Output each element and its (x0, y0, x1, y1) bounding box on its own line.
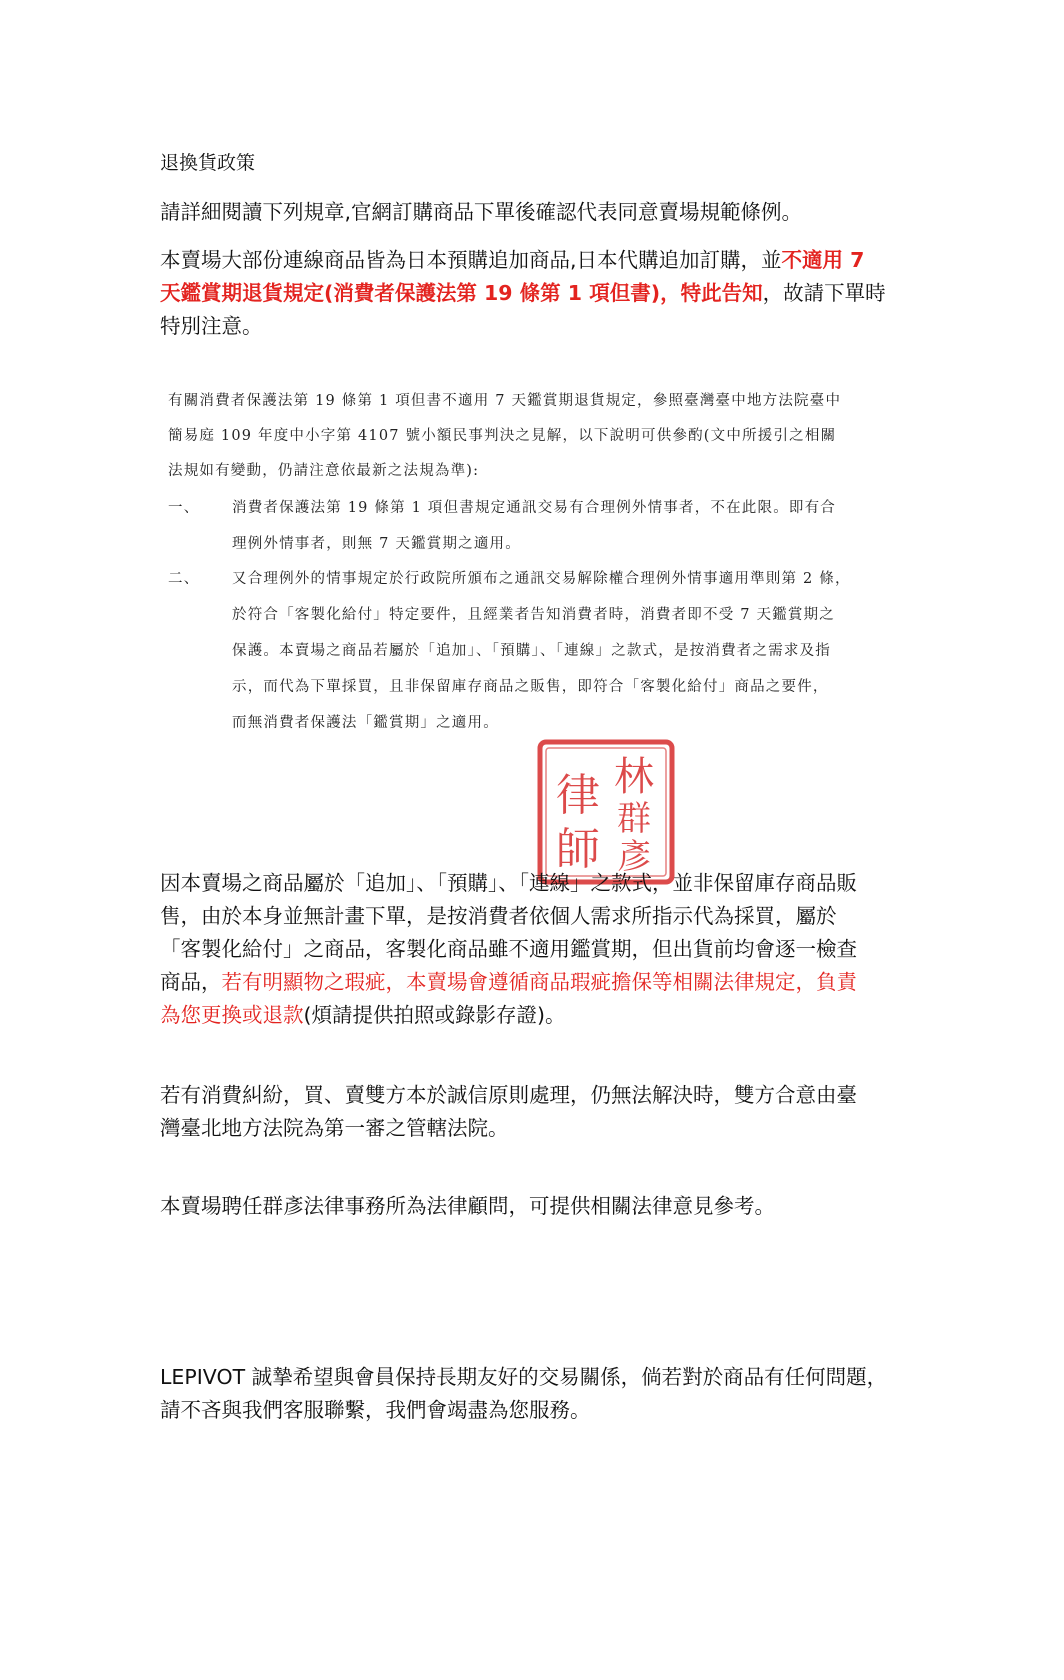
custom-order-line: 因本賣場之商品屬於「追加」、「預購」、「連線」之款式，並非保留庫存商品販 (160, 871, 857, 895)
notice-line-1-red: 不適用 7 (781, 248, 865, 272)
defect-warranty-red-text: 若有明顯物之瑕疵，本賣場會遵循商品瑕疵擔保等相關法律規定，負責 (221, 970, 857, 994)
legal-explanation-intro (168, 384, 928, 489)
intro-paragraph: 請詳細閱讀下列規章,官網訂購商品下單後確認代表同意賣場規範條例。 (160, 200, 803, 224)
seal-char: 群 (617, 799, 651, 839)
preorder-notice-line-3: 特別注意。 (160, 314, 263, 338)
dispute-paragraph (160, 1079, 900, 1145)
custom-order-paragraph (160, 867, 900, 1032)
legal-item-line: 示，而代為下單採買，且非保留庫存商品之販售，即符合「客製化給付」商品之要件， (232, 679, 829, 695)
legal-item-line: 保護。本賣場之商品若屬於「追加」、「預購」、「連線」之款式，是按消費者之需求及指 (232, 643, 831, 659)
legal-item-line: 消費者保護法第 19 條第 1 項但書規定通訊交易有合理例外情事者，不在此限。即有合 (232, 500, 837, 516)
notice-line-2-red: 天鑑賞期退貨規定(消費者保護法第 19 條第 1 項但書)，特此告知 (160, 281, 763, 305)
custom-order-line-4 (160, 966, 900, 999)
custom-order-text: 商品， (160, 970, 222, 994)
preorder-notice-line-1 (160, 244, 900, 277)
custom-order-line: 「客製化給付」之商品，客製化商品雖不適用鑑賞期，但出貨前均會逐一檢查 (160, 937, 857, 961)
seal-char: 律 (556, 770, 600, 821)
legal-item-line: 又合理例外的情事規定於行政院所頒布之通訊交易解除權合理例外情事適用準則第 2 條， (232, 571, 851, 587)
legal-intro-line: 法規如有變動，仍請注意依最新之法規為準): (168, 463, 480, 479)
dispute-line: 灣臺北地方法院為第一審之管轄法院。 (160, 1116, 509, 1140)
custom-order-line-5 (160, 999, 900, 1032)
custom-order-line: 售，由於本身並無計畫下單，是按消費者依個人需求所指示代為採買，屬於 (160, 904, 837, 928)
legal-item-line: 理例外情事者，則無 7 天鑑賞期之適用。 (232, 536, 521, 552)
legal-advisor-paragraph: 本賣場聘任群彥法律事務所為法律顧問，可提供相關法律意見參考。 (160, 1194, 775, 1218)
notice-line-2-text: ，故請下單時 (762, 281, 886, 305)
legal-item-line: 於符合「客製化給付」特定要件，且經業者告知消費者時，消費者即不受 7 天鑑賞期之 (232, 607, 835, 623)
dispute-line: 若有消費糾紛，買、賣雙方本於誠信原則處理，仍無法解決時，雙方合意由臺 (160, 1083, 857, 1107)
closing-line: 請不吝與我們客服聯繫，我們會竭盡為您服務。 (160, 1398, 591, 1422)
legal-item-number: 二、 (168, 571, 200, 587)
legal-item-line: 而無消費者保護法「鑑賞期」之適用。 (232, 715, 499, 731)
seal-char: 師 (556, 824, 600, 875)
preorder-notice-paragraph (160, 244, 900, 343)
page-title: 退換貨政策 (160, 152, 256, 174)
law-firm-seal-stamp (536, 738, 676, 886)
seal-char: 彥 (617, 837, 651, 877)
legal-intro-line: 有關消費者保護法第 19 條第 1 項但書不適用 7 天鑑賞期退貨規定，參照臺灣臺中地方法院臺中 (168, 393, 842, 409)
notice-line-1-text: 本賣場大部份連線商品皆為日本預購追加商品,日本代購追加訂購，並 (160, 248, 782, 272)
legal-item-number: 一、 (168, 500, 200, 516)
preorder-notice-line-2 (160, 277, 900, 310)
legal-intro-line: 簡易庭 109 年度中小字第 4107 號小額民事判決之見解，以下說明可供參酌(文中所援引之相關 (168, 428, 837, 444)
refund-red-text: 為您更換或退款 (160, 1003, 304, 1027)
closing-paragraph (160, 1361, 920, 1427)
evidence-note: (煩請提供拍照或錄影存證)。 (303, 1003, 566, 1027)
seal-char: 林 (614, 754, 654, 800)
closing-line: LEPIVOT 誠摯希望與會員保持長期友好的交易關係，倘若對於商品有任何問題， (160, 1365, 888, 1389)
